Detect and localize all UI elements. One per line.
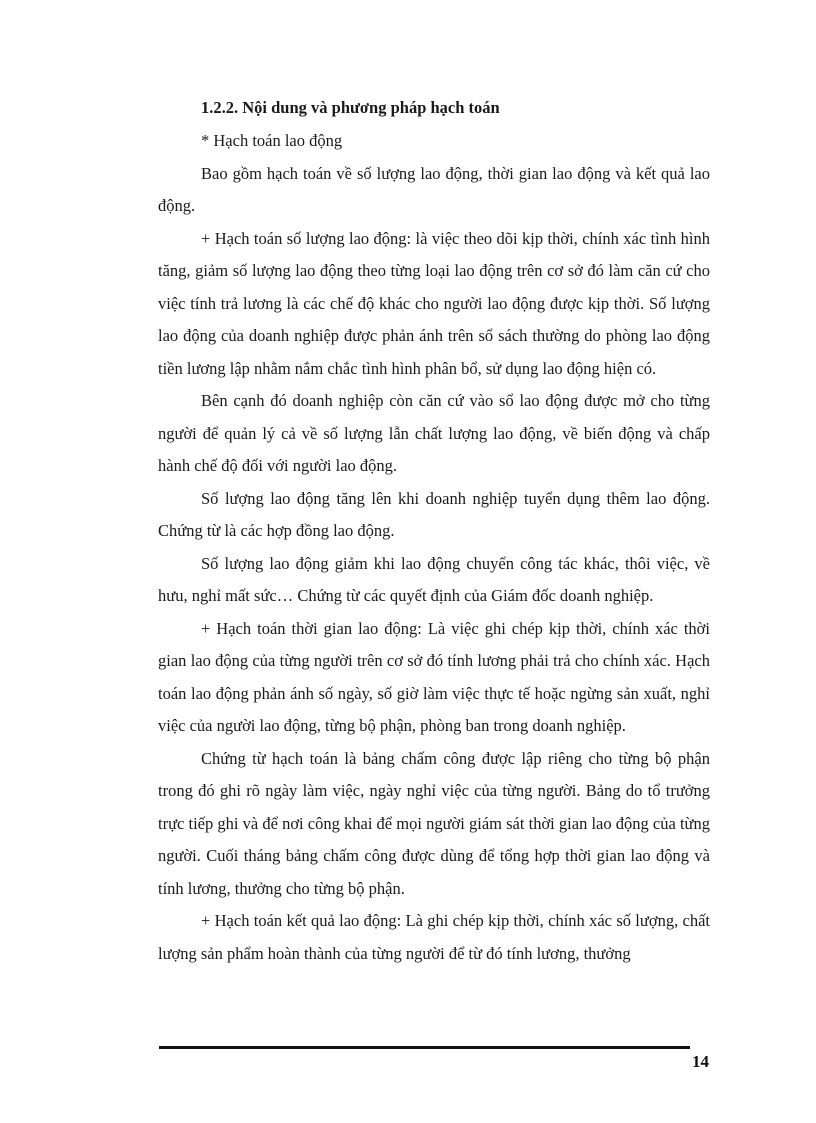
paragraph-labor-result: + Hạch toán kết quả lao động: Là ghi chép kịp thời, chính xác số lượng, chất lượng sản phẩm hoàn thành của từng người để từ đó tính lương, thưởng [158,911,710,963]
paragraph-labor-time: + Hạch toán thời gian lao động: Là việc ghi chép kịp thời, chính xác thời gian lao động của từng người trên cơ sở đó tính lương phải trả cho chính xác. Hạch toán lao động phản ánh số ngày, số giờ làm việc thực tế hoặc ngừng sản xuất, nghỉ việc của người lao động, từng bộ phận, phòng ban trong doanh nghiệp. [158,618,710,735]
paragraph-overview: Bao gồm hạch toán về số lượng lao động, thời gian lao động và kết quả lao động. [158,163,710,215]
section-heading: 1.2.2. Nội dung và phương pháp hạch toán [201,98,500,117]
paragraph-labor-increase: Số lượng lao động tăng lên khi doanh nghiệp tuyển dụng thêm lao động. Chứng từ là các hợp đồng lao động. [158,488,710,540]
paragraph-timesheet: Chứng từ hạch toán là bảng chấm công được lập riêng cho từng bộ phận trong đó ghi rõ ngày làm việc, ngày nghỉ việc của từng người. Bảng do tổ trưởng trực tiếp ghi và để nơi công khai để mọi người giám sát thời gian lao động của từng người. Cuối tháng bảng chấm công được dùng để tổng hợp thời gian lao động và tính lương, thưởng cho từng bộ phận. [158,748,710,898]
paragraph-labor-book: Bên cạnh đó doanh nghiệp còn căn cứ vào sổ lao động được mở cho từng người để quản lý cả về số lượng lẫn chất lượng lao động, về biến động và chấp hành chế độ đối với người lao động. [158,391,710,475]
paragraph-subheading: * Hạch toán lao động [201,131,343,150]
footer-divider [159,1046,690,1049]
page-number: 14 [692,1052,709,1071]
paragraph-labor-quantity: + Hạch toán số lượng lao động: là việc theo dõi kịp thời, chính xác tình hình tăng, giảm số lượng lao động theo từng loại lao động trên cơ sở đó làm căn cứ cho việc tính trả lương là các chế độ khác cho người lao động được kịp thời. Số lượng lao động của doanh nghiệp được phản ánh trên sổ sách thường do phòng lao động tiền lương lập nhằm nắm chắc tình hình phân bổ, sử dụng lao động hiện có. [158,228,710,378]
paragraph-labor-decrease: Số lượng lao động giảm khi lao động chuyển công tác khác, thôi việc, về hưu, nghỉ mất sức… Chứng từ các quyết định của Giám đốc doanh nghiệp. [158,553,710,605]
page-body [158,94,710,970]
